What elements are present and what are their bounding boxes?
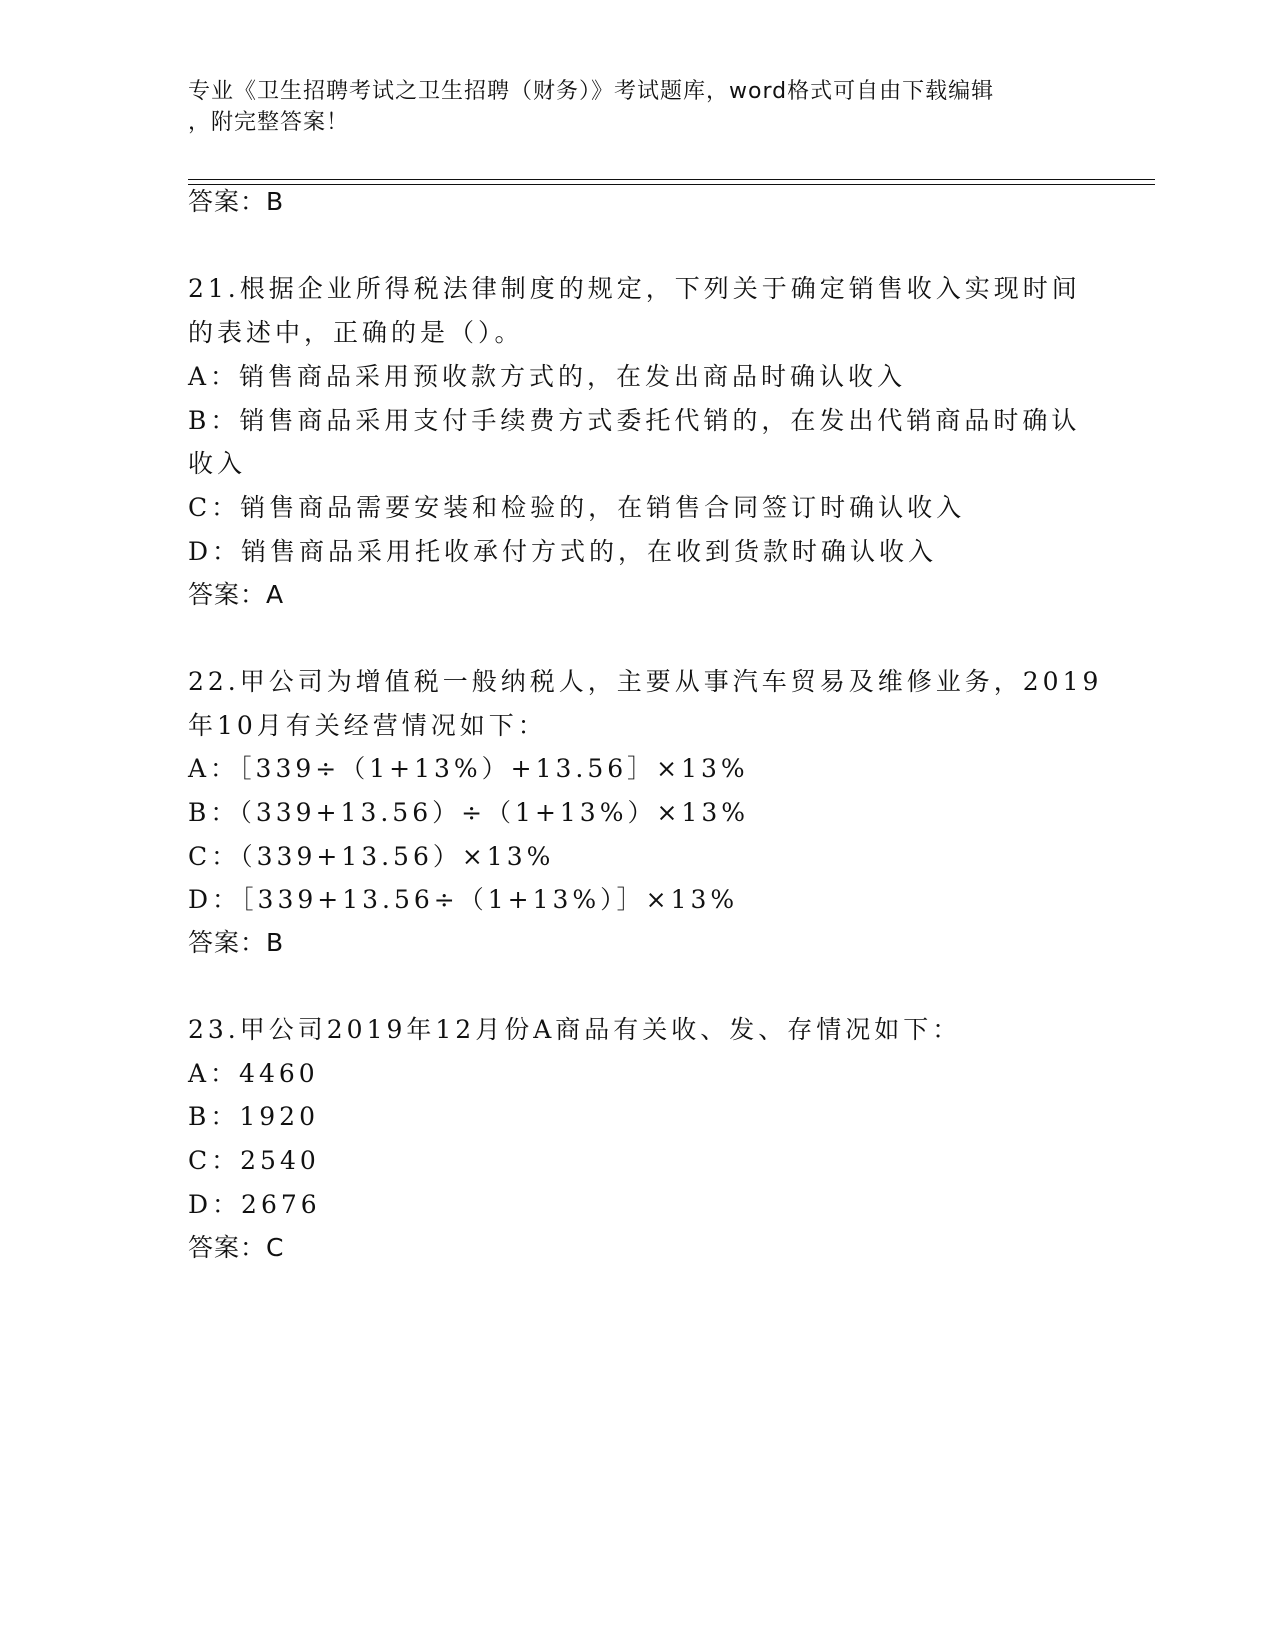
answer-prev: 答案：B <box>188 187 285 216</box>
q22-answer: 答案：B <box>188 928 285 957</box>
q23-option-b: B：1920 <box>188 1102 319 1131</box>
q22-option-b: B：（339+13.56）÷（1+13%）×13% <box>188 798 749 827</box>
q21-option-b-line-1: B：销售商品采用支付手续费方式委托代销的，在发出代销商品时确认 <box>188 406 1081 435</box>
q21-answer: 答案：A <box>188 580 285 609</box>
header-line-2: ，附完整答案！ <box>188 110 350 135</box>
q21-option-a: A：销售商品采用预收款方式的，在发出商品时确认收入 <box>188 362 907 391</box>
q23-option-a: A：4460 <box>188 1059 319 1088</box>
header-line-1: 专业《卫生招聘考试之卫生招聘（财务）》考试题库，word格式可自由下载编辑 <box>188 79 995 104</box>
document-header <box>188 76 1068 138</box>
q22-stem-line-2: 年10月有关经营情况如下： <box>188 711 547 740</box>
q21-option-d: D：销售商品采用托收承付方式的，在收到货款时确认收入 <box>188 537 938 566</box>
q23-option-c: C：2540 <box>188 1146 320 1175</box>
q23-answer: 答案：C <box>188 1233 285 1262</box>
q23-stem-line-1: 23.甲公司2019年12月份A商品有关收、发、存情况如下： <box>188 1015 962 1044</box>
q21-option-c: C：销售商品需要安装和检验的，在销售合同签订时确认收入 <box>188 493 966 522</box>
q22-stem-line-1: 22.甲公司为增值税一般纳税人，主要从事汽车贸易及维修业务，2019 <box>188 667 1103 696</box>
q23-option-d: D：2676 <box>188 1190 321 1219</box>
header-rule-top <box>188 179 1155 180</box>
q22-option-d: D：［339+13.56÷（1+13%）］×13% <box>188 885 739 914</box>
q22-option-a: A：［339÷（1+13%）+13.56］×13% <box>188 754 749 783</box>
q22-option-c: C：（339+13.56）×13% <box>188 842 555 871</box>
q21-stem-line-2: 的表述中，正确的是（）。 <box>188 318 524 347</box>
q21-stem-line-1: 21.根据企业所得税法律制度的规定，下列关于确定销售收入实现时间 <box>188 274 1081 303</box>
q21-option-b-line-2: 收入 <box>188 449 247 478</box>
